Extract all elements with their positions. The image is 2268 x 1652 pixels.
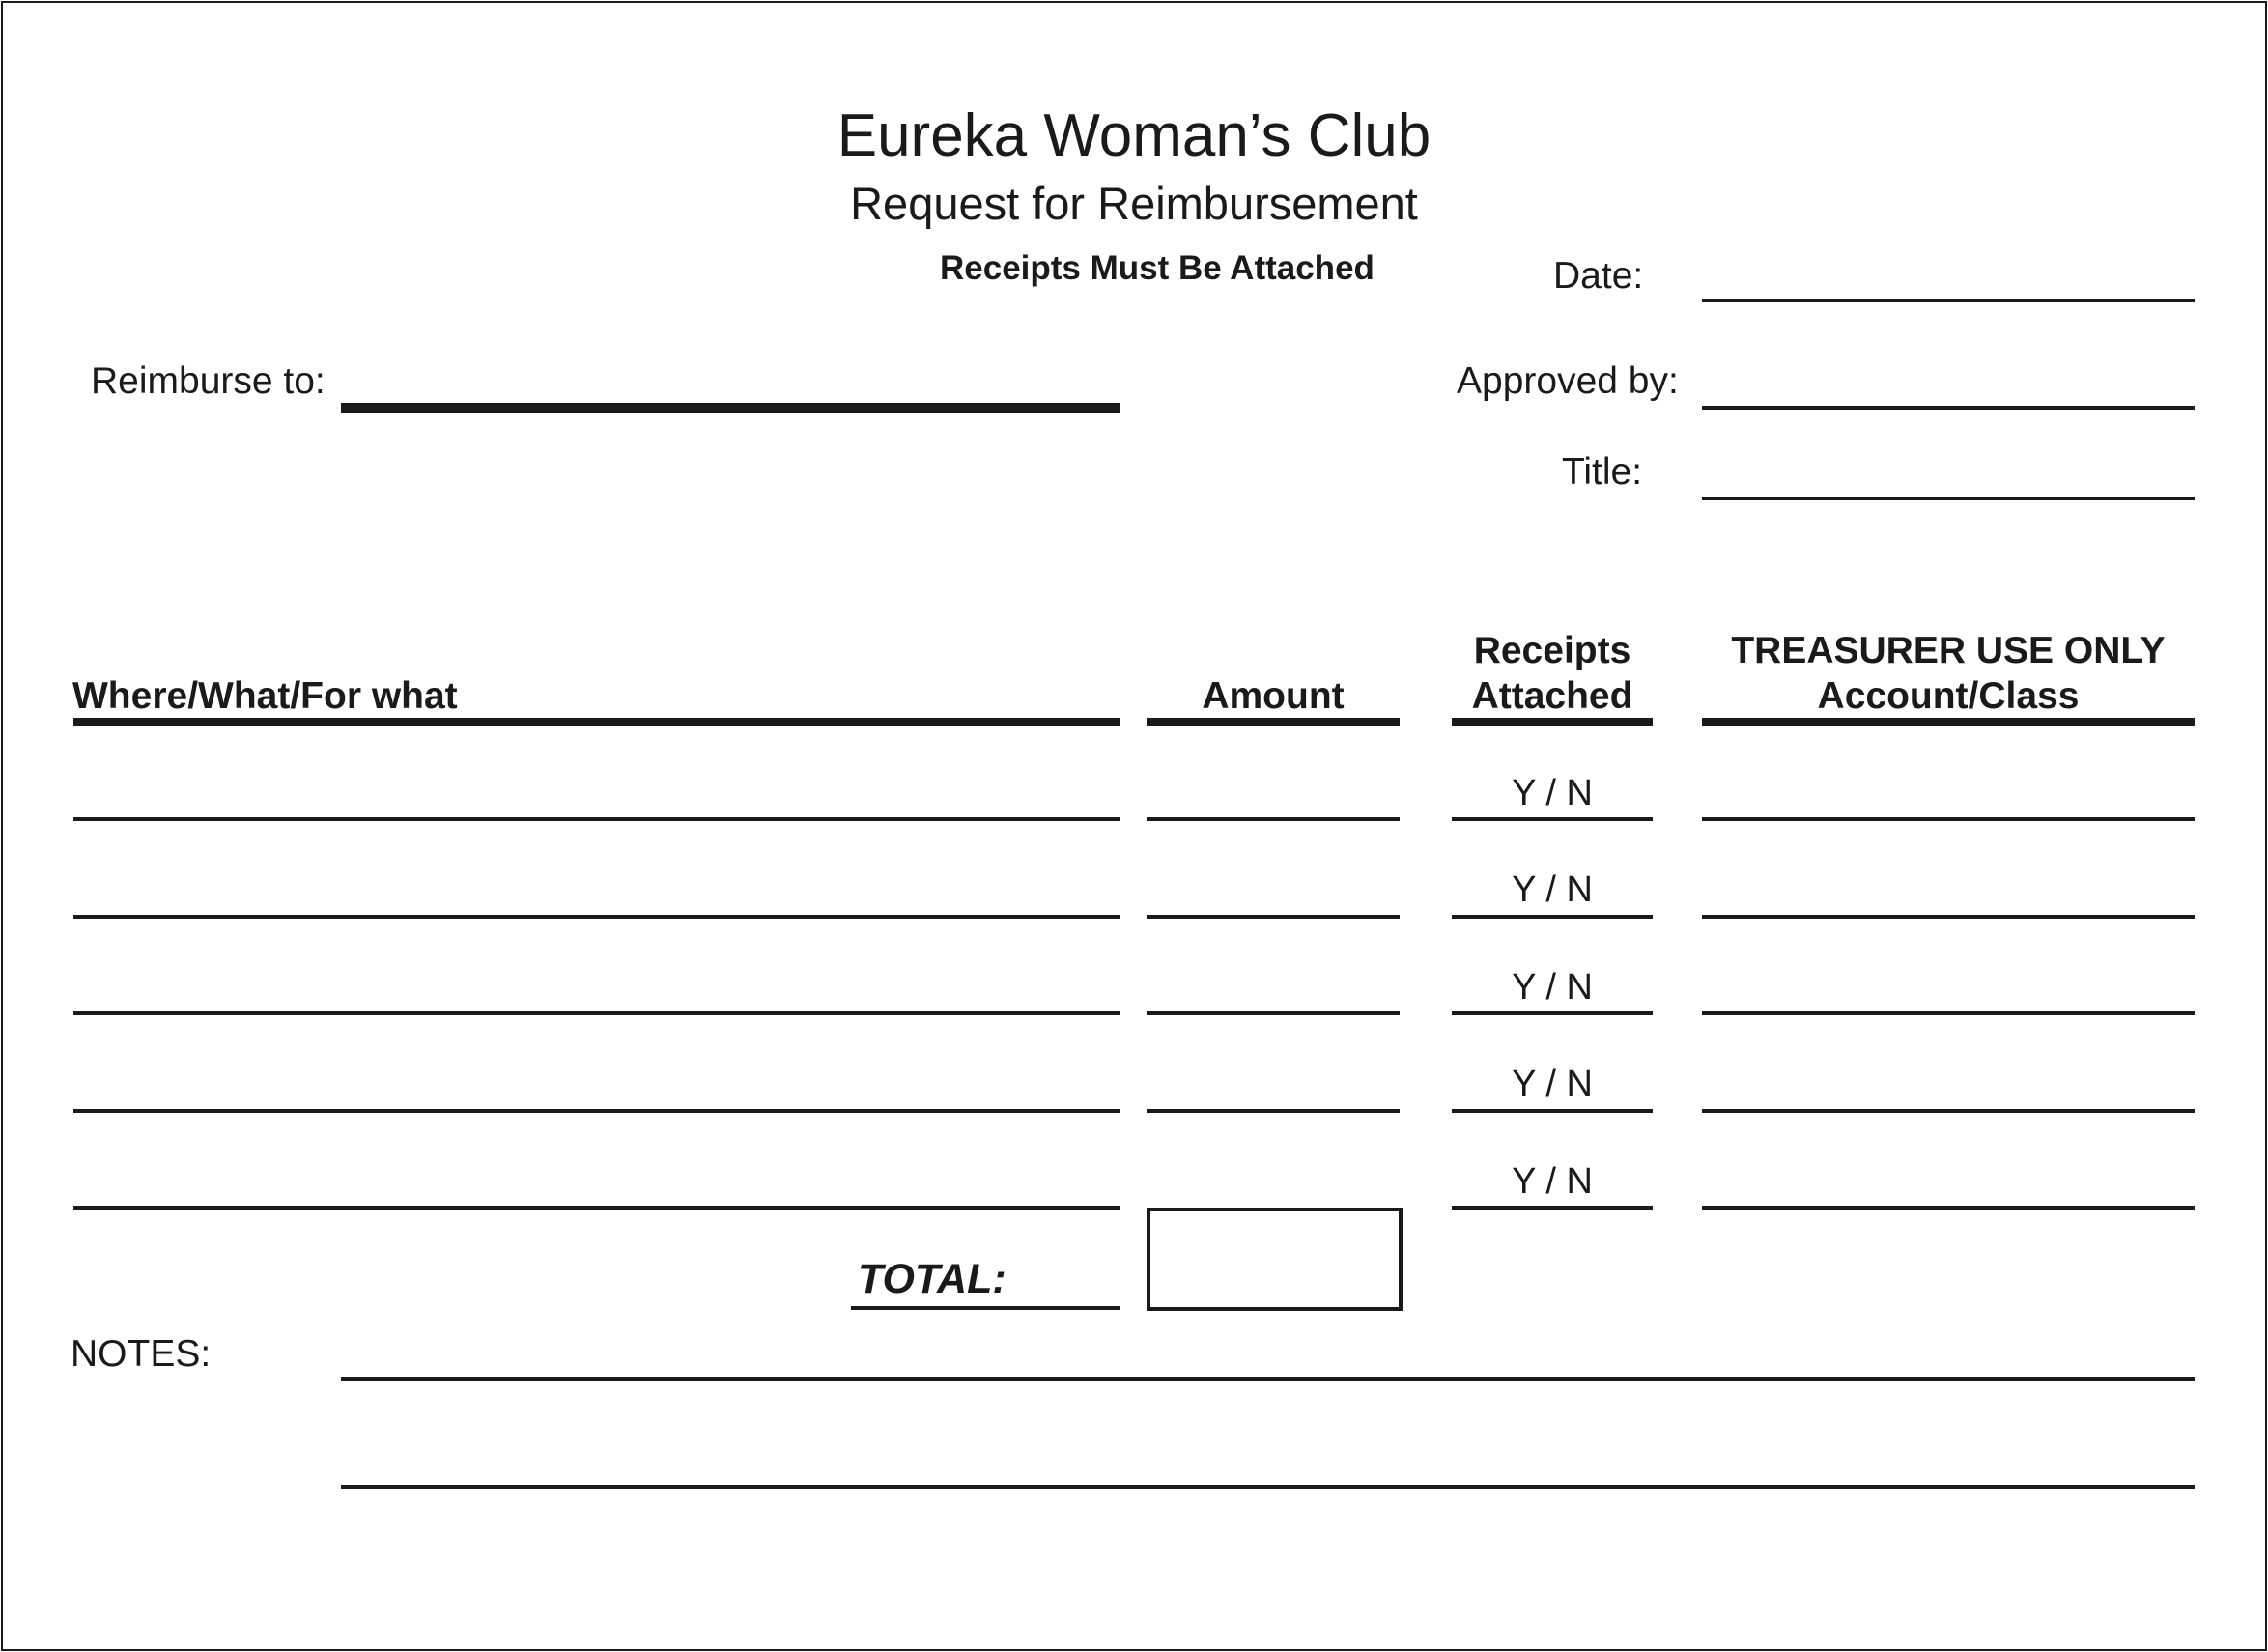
row-2-account-field[interactable] xyxy=(1702,915,2195,919)
row-3-receipts-yn[interactable]: Y / N xyxy=(1512,967,1593,1008)
row-4-account-field[interactable] xyxy=(1702,1109,2195,1113)
row-3-receipts-line xyxy=(1452,1011,1653,1015)
col-header-treasurer-line1: TREASURER USE ONLY xyxy=(1731,630,2166,671)
approved-by-field[interactable] xyxy=(1702,406,2195,410)
header-rule-amount xyxy=(1147,718,1400,726)
row-3-where-field[interactable] xyxy=(73,1011,1120,1015)
approved-by-label: Approved by: xyxy=(1457,360,1679,402)
row-1-where-field[interactable] xyxy=(73,817,1120,821)
row-2-where-field[interactable] xyxy=(73,915,1120,919)
total-label: TOTAL: xyxy=(858,1256,1006,1302)
col-header-where: Where/What/For what xyxy=(72,675,458,717)
row-5-account-field[interactable] xyxy=(1702,1206,2195,1210)
notes-label: NOTES: xyxy=(71,1333,212,1375)
header-rule-receipts xyxy=(1452,718,1653,726)
row-4-receipts-line xyxy=(1452,1109,1653,1113)
form-title: Request for Reimbursement xyxy=(850,178,1418,229)
col-header-receipts-line2: Attached xyxy=(1471,675,1633,717)
row-4-where-field[interactable] xyxy=(73,1109,1120,1113)
total-label-underline xyxy=(851,1306,1120,1310)
header-rule-where xyxy=(73,718,1120,726)
reimburse-to-field[interactable] xyxy=(341,403,1120,413)
receipts-notice: Receipts Must Be Attached xyxy=(940,249,1375,287)
row-5-receipts-line xyxy=(1452,1206,1653,1210)
row-5-receipts-yn[interactable]: Y / N xyxy=(1512,1161,1593,1202)
row-2-amount-field[interactable] xyxy=(1147,915,1400,919)
row-2-receipts-yn[interactable]: Y / N xyxy=(1512,869,1593,910)
col-header-receipts-line1: Receipts xyxy=(1473,630,1631,671)
row-2-receipts-line xyxy=(1452,915,1653,919)
row-1-amount-field[interactable] xyxy=(1147,817,1400,821)
row-4-receipts-yn[interactable]: Y / N xyxy=(1512,1064,1593,1104)
date-label: Date: xyxy=(1553,255,1644,297)
col-header-amount: Amount xyxy=(1202,675,1345,717)
org-name: Eureka Woman’s Club xyxy=(836,102,1432,169)
total-amount-box[interactable] xyxy=(1147,1208,1403,1311)
notes-line-2[interactable] xyxy=(341,1485,2195,1489)
notes-line-1[interactable] xyxy=(341,1377,2195,1381)
header-rule-treasurer xyxy=(1702,718,2195,726)
row-1-receipts-line xyxy=(1452,817,1653,821)
reimburse-to-label: Reimburse to: xyxy=(91,360,326,402)
title-field[interactable] xyxy=(1702,497,2195,500)
title-label: Title: xyxy=(1562,451,1643,493)
row-3-amount-field[interactable] xyxy=(1147,1011,1400,1015)
col-header-treasurer-line2: Account/Class xyxy=(1817,675,2080,717)
row-4-amount-field[interactable] xyxy=(1147,1109,1400,1113)
row-1-account-field[interactable] xyxy=(1702,817,2195,821)
row-5-where-field[interactable] xyxy=(73,1206,1120,1210)
row-1-receipts-yn[interactable]: Y / N xyxy=(1512,773,1593,813)
row-3-account-field[interactable] xyxy=(1702,1011,2195,1015)
date-field[interactable] xyxy=(1702,299,2195,302)
